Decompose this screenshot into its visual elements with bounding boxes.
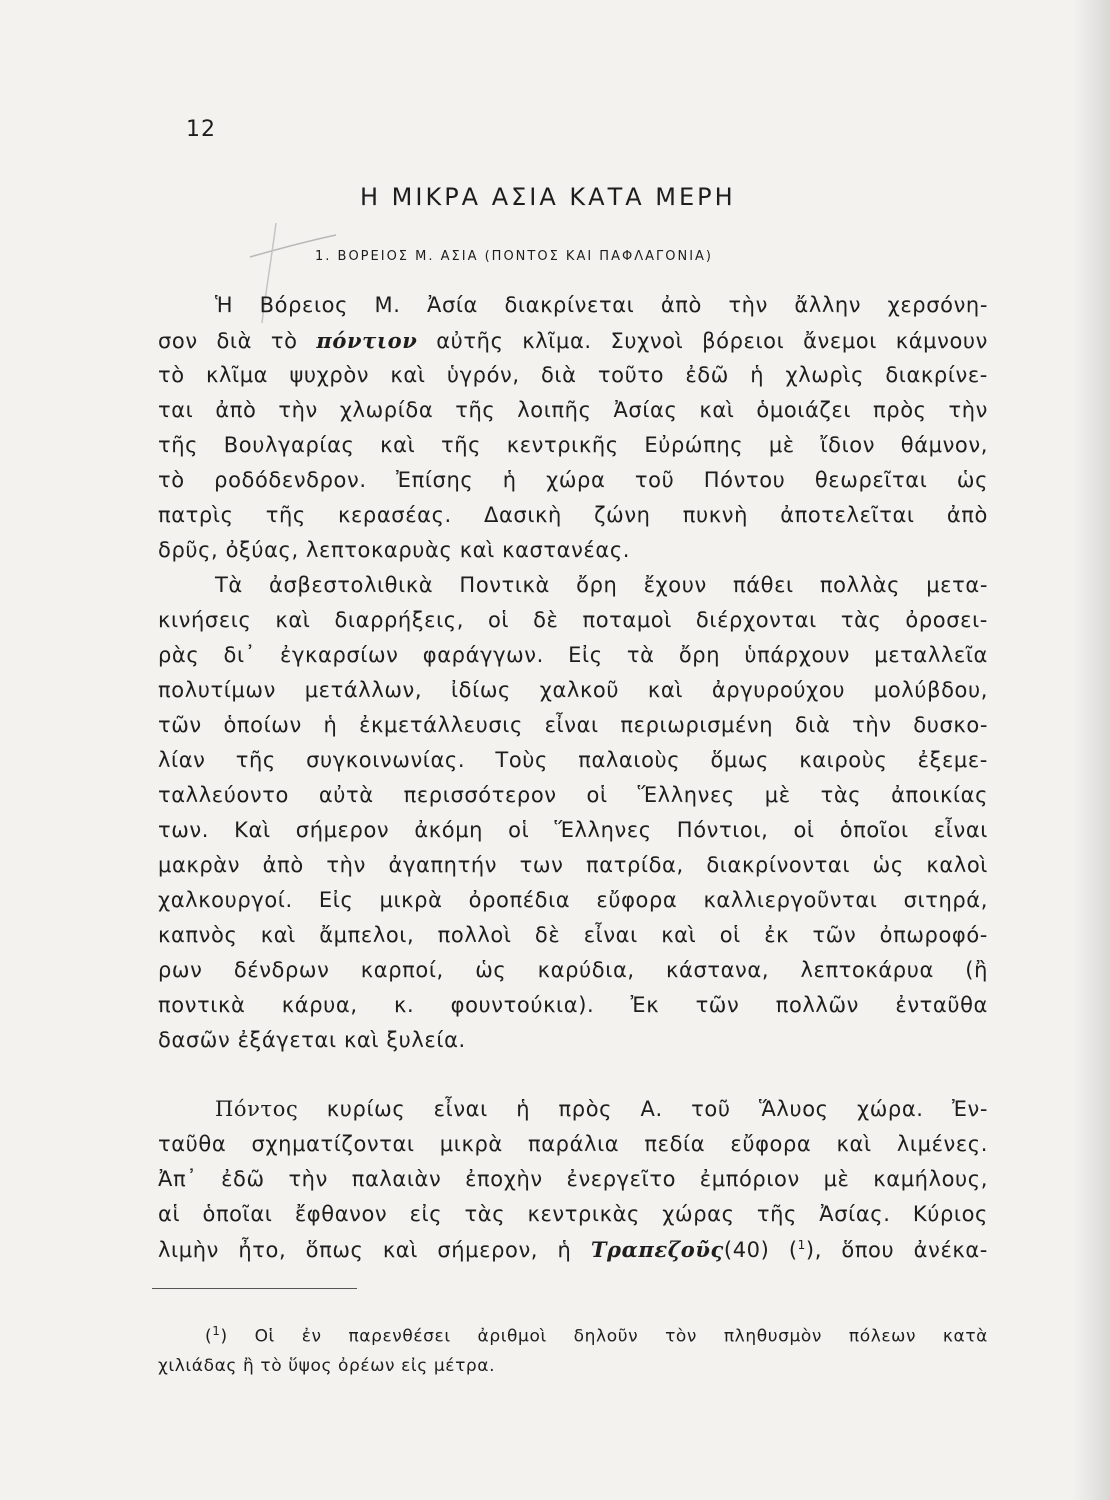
text-line: ποντικὰ κάρυα, κ. φουντούκια). Ἐκ τῶν πολλῶν ἐνταῦθα xyxy=(158,993,988,1017)
footnote-rule xyxy=(152,1288,357,1289)
footnote-line: ($^1$) Οἱ ἐν παρενθέσει ἀριθμοὶ δηλοῦν τὸν πληθυσμὸν πόλεων κατὰ xyxy=(205,1324,988,1347)
text-line: τῆς Βουλγαρίας καὶ τῆς κεντρικῆς Εὐρώπης μὲ ἴδιον θάμνον, xyxy=(158,433,988,457)
footnote-reference[interactable]: 1 xyxy=(797,1238,806,1252)
text-line: τῶν ὁποίων ἡ ἐκμετάλλευσις εἶναι περιωρισμένη διὰ τὴν δυσκο- xyxy=(158,713,988,737)
keyword-trapezous: Τραπεζοῦς xyxy=(590,1237,724,1262)
text-line: κινήσεις καὶ διαρρήξεις, οἱ δὲ ποταμοὶ διέρχονται τὰς ὀροσει- xyxy=(158,608,988,632)
text-line: Τὰ ἀσβεστολιθικὰ Ποντικὰ ὄρη ἔχουν πάθει πολλὰς μετα- xyxy=(215,573,988,597)
text-line: πολυτίμων μετάλλων, ἰδίως χαλκοῦ καὶ ἀργυρούχου μολύβδου, xyxy=(158,678,988,702)
keyword-pontion: πόντιον xyxy=(316,328,418,353)
text-line: Ἡ Βόρειος Μ. Ἀσία διακρίνεται ἀπὸ τὴν ἄλλην χερσόνη- xyxy=(215,293,988,317)
footnote-marker: 1 xyxy=(212,1324,221,1338)
text-line: δασῶν ἐξάγεται καὶ ξυλεία. xyxy=(158,1028,466,1052)
page-number: 12 xyxy=(186,117,216,142)
text-line: Πόντος κυρίως εἶναι ἡ πρὸς Α. τοῦ Ἅλυος χώρα. Ἐν- xyxy=(215,1097,988,1121)
chapter-title: Η ΜΙΚΡΑ ΑΣΙΑ ΚΑΤΑ ΜΕΡΗ xyxy=(360,183,736,211)
text-line: ρων δένδρων καρποί, ὡς καρύδια, κάστανα, λεπτοκάρυα (ἢ xyxy=(158,958,988,982)
text-line: δρῦς, ὀξύας, λεπτοκαρυὰς καὶ καστανέας. xyxy=(158,538,631,562)
text-line: ται ἀπὸ τὴν χλωρίδα τῆς λοιπῆς Ἀσίας καὶ ὁμοιάζει πρὸς τὴν xyxy=(158,398,988,422)
text-line: τὸ κλῖμα ψυχρὸν καὶ ὑγρόν, διὰ τοῦτο ἐδῶ ἡ χλωρὶς διακρίνε- xyxy=(158,363,988,387)
text-line: τὸ ροδόδενδρον. Ἐπίσης ἡ χώρα τοῦ Πόντου θεωρεῖται ὡς xyxy=(158,468,988,492)
text-line: ρὰς δι᾿ ἐγκαρσίων φαράγγων. Εἰς τὰ ὄρη ὑπάρχουν μεταλλεῖα xyxy=(158,643,988,667)
footnote-line: χιλιάδας ἢ τὸ ὕψος ὀρέων εἰς μέτρα. xyxy=(158,1356,496,1376)
text-line: μακρὰν ἀπὸ τὴν ἀγαπητήν των πατρίδα, διακρίνονται ὡς καλοὶ xyxy=(158,853,988,877)
keyword-pontos: Πόντος xyxy=(215,1097,299,1121)
text-line: ταλλεύοντο αὐτὰ περισσότερον οἱ Ἕλληνες μὲ τὰς ἀποικίας xyxy=(158,783,988,807)
text-line: ταῦθα σχηματίζονται μικρὰ παράλια πεδία εὔφορα καὶ λιμένες. xyxy=(158,1132,988,1156)
text-line: λίαν τῆς συγκοινωνίας. Τοὺς παλαιοὺς ὅμως καιροὺς ἐξεμε- xyxy=(158,748,988,772)
section-title: 1. ΒΟΡΕΙΟΣ Μ. ΑΣΙΑ (ΠΟΝΤΟΣ ΚΑΙ ΠΑΦΛΑΓΟΝΙΑ) xyxy=(315,249,713,264)
city-population: (40) xyxy=(723,1238,770,1262)
text-line: πατρὶς τῆς κερασέας. Δασικὴ ζώνη πυκνὴ ἀποτελεῖται ἀπὸ xyxy=(158,503,988,527)
text-line: σον διὰ τὸ πόντιον αὐτῆς κλῖμα. Συχνοὶ βόρειοι ἄνεμοι κάμνουν xyxy=(158,328,988,353)
text-line: καπνὸς καὶ ἄμπελοι, πολλοὶ δὲ εἶναι καὶ οἱ ἐκ τῶν ὀπωροφό- xyxy=(158,923,988,947)
text-line: των. Καὶ σήμερον ἀκόμη οἱ Ἕλληνες Πόντιοι, οἱ ὁποῖοι εἶναι xyxy=(158,818,988,842)
text-line: Ἀπ᾿ ἐδῶ τὴν παλαιὰν ἐποχὴν ἐνεργεῖτο ἐμπόριον μὲ καμήλους, xyxy=(158,1167,988,1191)
text-line: λιμὴν ἦτο, ὅπως καὶ σήμερον, ἡ Τραπεζοῦς(40) ($^1$), ὅπου ἀνέκα- xyxy=(158,1237,988,1262)
text-line: χαλκουργοί. Εἰς μικρὰ ὀροπέδια εὔφορα καλλιεργοῦνται σιτηρά, xyxy=(158,888,988,912)
page-edge-shadow xyxy=(1072,0,1110,1500)
text-line: αἱ ὁποῖαι ἔφθανον εἰς τὰς κεντρικὰς χώρας τῆς Ἀσίας. Κύριος xyxy=(158,1202,988,1226)
